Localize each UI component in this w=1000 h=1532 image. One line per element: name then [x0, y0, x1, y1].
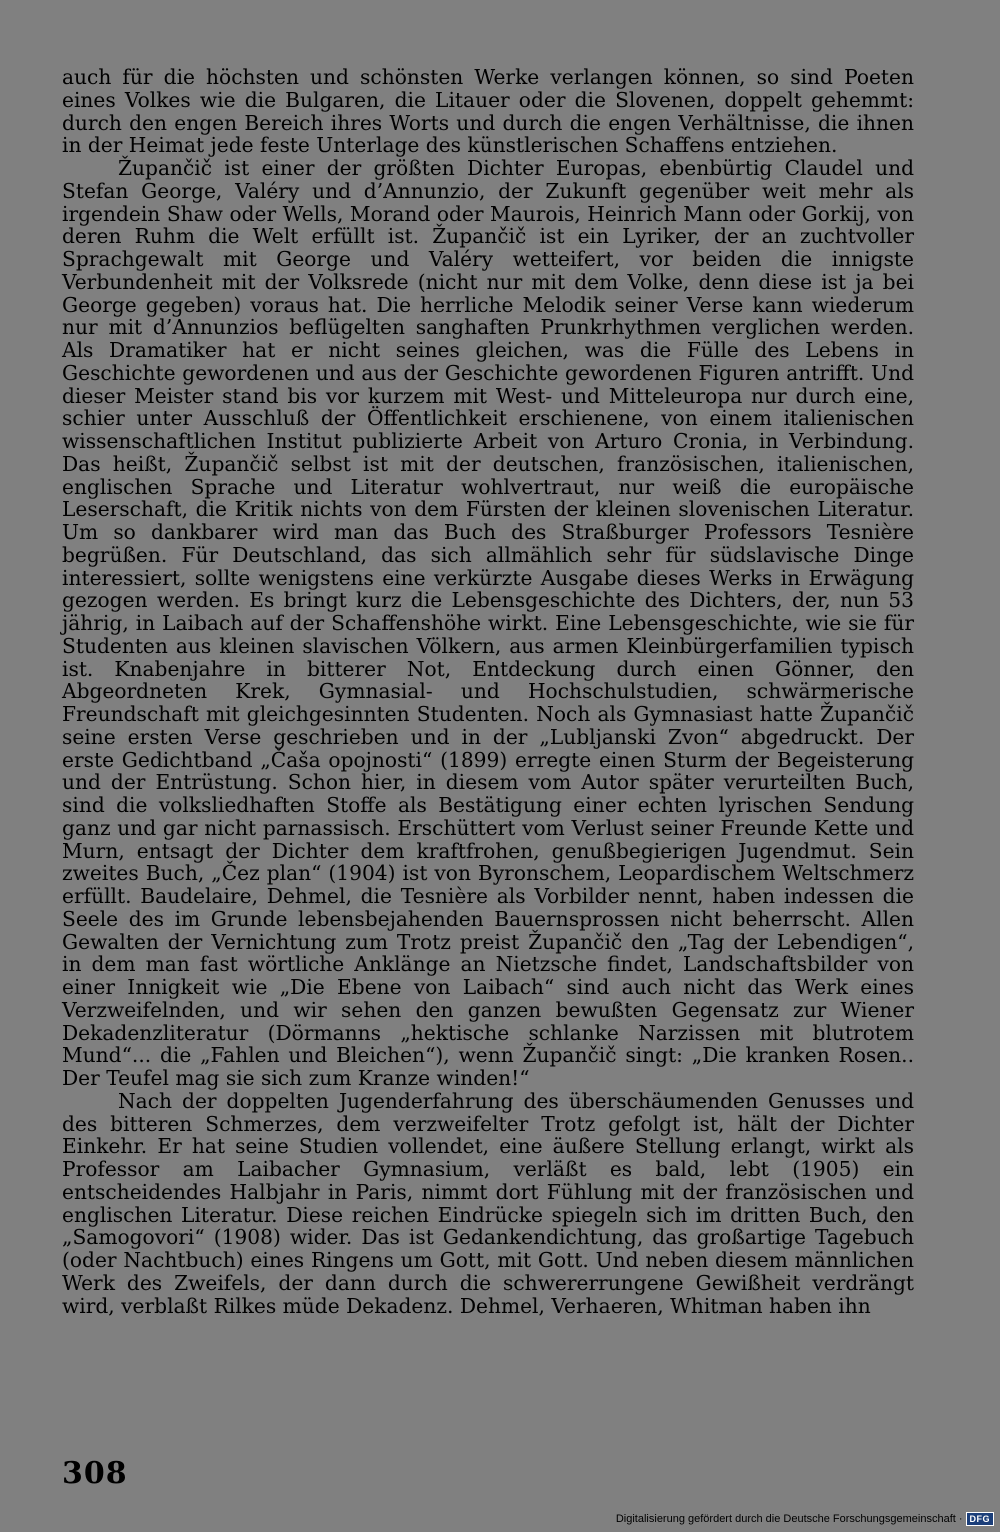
dfg-logo-icon: DFG	[966, 1512, 995, 1526]
footer-separator: ·	[958, 1513, 963, 1525]
page-number: 308	[62, 1456, 128, 1491]
page-body	[62, 66, 914, 1317]
paragraph-3: Nach der doppelten Jugenderfahrung des überschäumenden Genusses und des bitteren Schmerzes, dem verzweifelter Trotz gefolgt ist, hält der Dichter Einkehr. Er hat seine Studien vollendet, eine äußere Stellung erlangt, wirkt als Professor am Laibacher Gymnasium, verläßt es bald, lebt (1905) ein entscheidendes Halbjahr in Paris, nimmt dort Fühlung mit der französischen und englischen Literatur. Diese reichen Eindrücke spiegeln sich im dritten Buch, den „Samogovori“ (1908) wider. Das ist Gedankendichtung, das großartige Tagebuch (oder Nachtbuch) eines Ringens um Gott, mit Gott. Und neben diesem männlichen Werk des Zweifels, der dann durch die schwererrungene Gewißheit verdrängt wird, verblaßt Rilkes müde Dekadenz. Dehmel, Verhaeren, Whitman haben ihn	[62, 1088, 914, 1318]
footer-text: Digitalisierung gefördert durch die Deutsche Forschungsgemeinschaft	[615, 1513, 956, 1525]
paragraph-2: Župančič ist einer der größten Dichter Europas, ebenbürtig Claudel und Stefan George, Valéry und d’Annunzio, der Zukunft gegenüber weit mehr als irgendein Shaw oder Wells, Morand oder Maurois, Heinrich Mann oder Gorkij, von deren Ruhm die Welt erfüllt ist. Župančič ist ein Lyriker, der an zuchtvoller Sprachgewalt mit George und Valéry wetteifert, vor beiden die innigste Verbundenheit mit der Volksrede (nicht nur mit dem Volke, denn diese ist ja bei George gegeben) voraus hat. Die herrliche Melodik seiner Verse kann wiederum nur mit d’Annunzios beflügelten sanghaften Prunkrhythmen verglichen werden. Als Dramatiker hat er nicht seines gleichen, was die Fülle des Lebens in Geschichte gewordenen und aus der Geschichte gewordenen Figuren antrifft. Und dieser Meister stand bis vor kurzem mit West- und Mitteleuropa nur durch eine, schier unter Ausschluß der Öffentlichkeit erschienene, von einem italienischen wissenschaftlichen Institut publizierte Arbeit von Arturo Cronia, in Verbindung. Das heißt, Župančič selbst ist mit der deutschen, französischen, italienischen, englischen Sprache und Literatur wohlvertraut, nur weiß die europäische Leserschaft, die Kritik nichts von dem Fürsten der kleinen slovenischen Literatur. Um so dankbarer wird man das Buch des Straßburger Professors Tesnière begrüßen. Für Deutschland, das sich allmählich sehr für südslavische Dinge interessiert, sollte wenigstens eine verkürzte Ausgabe dieses Werks in Erwägung gezogen werden. Es bringt kurz die Lebensgeschichte des Dichters, der, nun 53 jährig, in Laibach auf der Schaffenshöhe wirkt. Eine Lebensgeschichte, wie sie für Studenten aus kleinen slavischen Völkern, aus armen Kleinbürgerfamilien typisch ist. Knabenjahre in bitterer Not, Entdeckung durch einen Gönner, den Abgeordneten Krek, Gymnasial- und Hochschulstudien, schwärmerische Freundschaft mit gleichgesinnten Studenten. Noch als Gymnasiast hatte Župančič seine ersten Verse geschrieben und in der „Lubljanski Zvon“ abgedruckt. Der erste Gedichtband „Čaša opojnosti“ (1899) erregte einen Sturm der Begeisterung und der Entrüstung. Schon hier, in diesem vom Autor später verurteilten Buch, sind die volksliedhaften Stoffe als Bestätigung einer echten lyrischen Sendung ganz und gar nicht parnassisch. Erschüttert vom Verlust seiner Freunde Kette und Murn, entsagt der Dichter dem kraftfrohen, genußbegierigen Jugendmut. Sein zweites Buch, „Čez plan“ (1904) ist von Byronschem, Leopardischem Weltschmerz erfüllt. Baudelaire, Dehmel, die Tesnière als Vorbilder nennt, haben indessen die Seele des im Grunde lebensbejahenden Bauernsprossen nicht beherrscht. Allen Gewalten der Vernichtung zum Trotz preist Župančič den „Tag der Lebendigen“, in dem man fast wörtliche Anklänge an Nietzsche findet, Landschaftsbilder von einer Innigkeit wie „Die Ebene von Laibach“ sind auch nicht das Werk eines Verzweifelnden, und wir sehen den ganzen bewußten Gegensatz zur Wiener Dekadenzliteratur (Dörmanns „hektische schlanke Narzissen mit blutrotem Mund“... die „Fahlen und Bleichen“), wenn Župančič singt: „Die kranken Rosen.. Der Teufel mag sie sich zum Kranze winden!“	[62, 156, 914, 1090]
footer-credit	[616, 1512, 994, 1526]
paragraph-1: auch für die höchsten und schönsten Werke verlangen können, so sind Poeten eines Volkes wie die Bulgaren, die Litauer oder die Slovenen, doppelt gehemmt: durch den engen Bereich ihres Worts und durch die engen Verhältnisse, die ihnen in der Heimat jede feste Unterlage des künstlerischen Schaffens entziehen.	[62, 65, 914, 158]
